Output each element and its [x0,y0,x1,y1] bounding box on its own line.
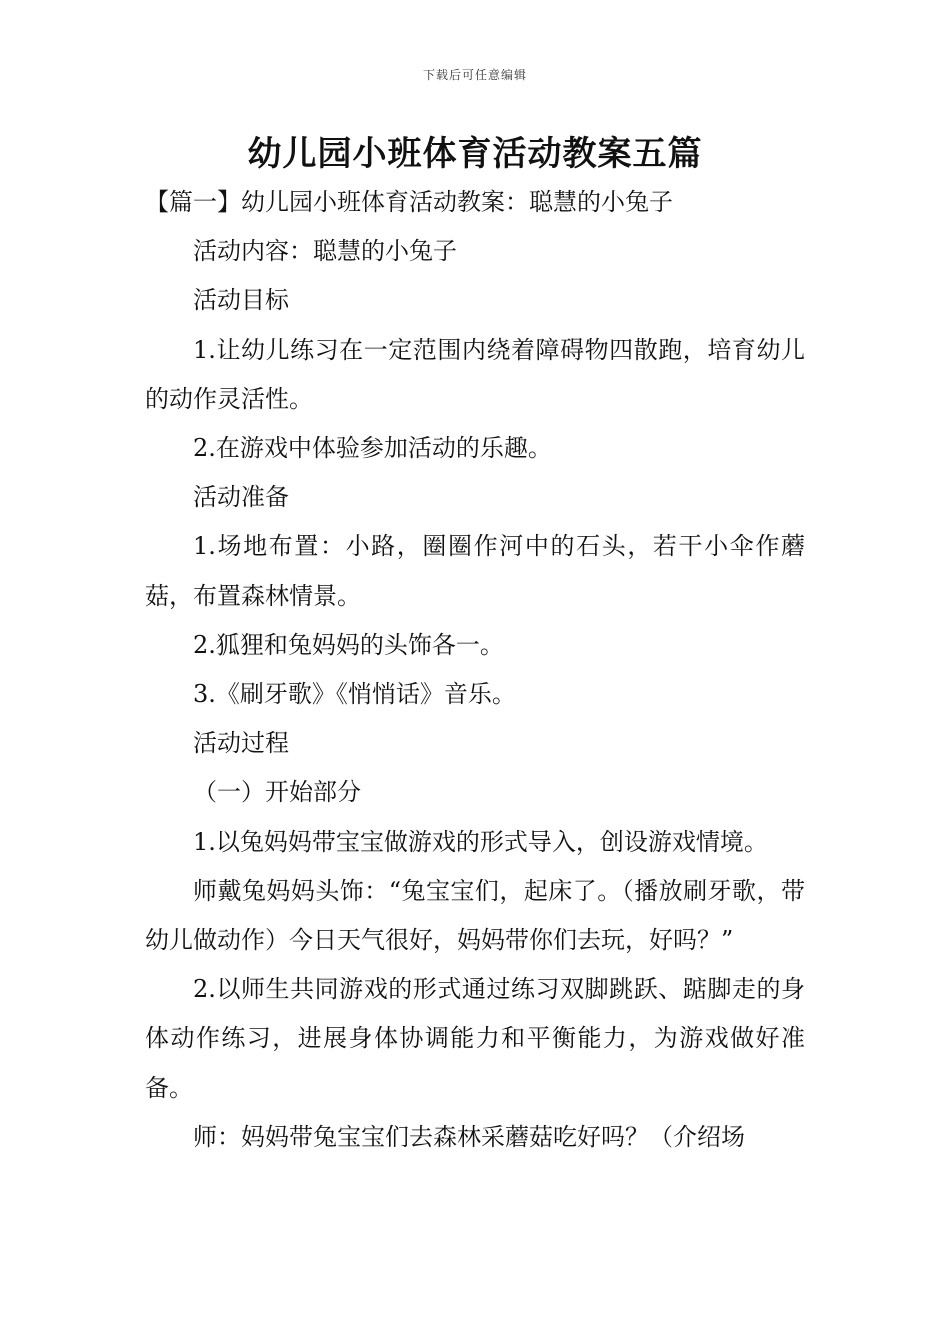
body-paragraph: （一）开始部分 [193,778,361,807]
body-paragraph: 师戴兔妈妈头饰：“兔宝宝们，起床了。（播放刷牙歌，带幼儿做动作）今日天气很好，妈妈带你们去玩，好吗？” [145,876,805,955]
body-paragraph: 2.狐狸和兔妈妈的头饰各一。 [193,630,504,659]
body-paragraph: 活动内容：聪慧的小兔子 [193,237,457,266]
body-paragraph: 3.《刷牙歌》《悄悄话》音乐。 [193,680,516,709]
body-paragraph: 1.让幼儿练习在一定范围内绕着障碍物四散跑，培育幼儿的动作灵活性。 [145,335,805,413]
body-paragraph: 2.以师生共同游戏的形式通过练习双脚跳跃、踮脚走的身体动作练习，进展身体协调能力和平衡能力，为游戏做好准备。 [145,975,805,1102]
body-paragraph: 活动准备 [193,483,289,512]
body-paragraph: 1.场地布置：小路，圈圈作河中的石头，若干小伞作蘑菇，布置森林情景。 [145,532,805,610]
body-paragraph: 活动过程 [193,729,289,758]
header-note: 下载后可任意编辑 [422,68,527,82]
body-paragraph: 师：妈妈带兔宝宝们去森林采蘑菇吃好吗？（介绍场 [193,1122,745,1151]
body-paragraph: 活动目标 [193,286,289,315]
body-paragraph: 1.以兔妈妈带宝宝做游戏的形式导入，创设游戏情境。 [193,827,768,856]
document-title: 幼儿园小班体育活动教案五篇 [247,134,703,174]
document-body [145,178,805,1162]
body-paragraph: 2.在游戏中体验参加活动的乐趣。 [193,434,552,463]
section-heading: 【篇一】幼儿园小班体育活动教案：聪慧的小兔子 [145,188,673,216]
